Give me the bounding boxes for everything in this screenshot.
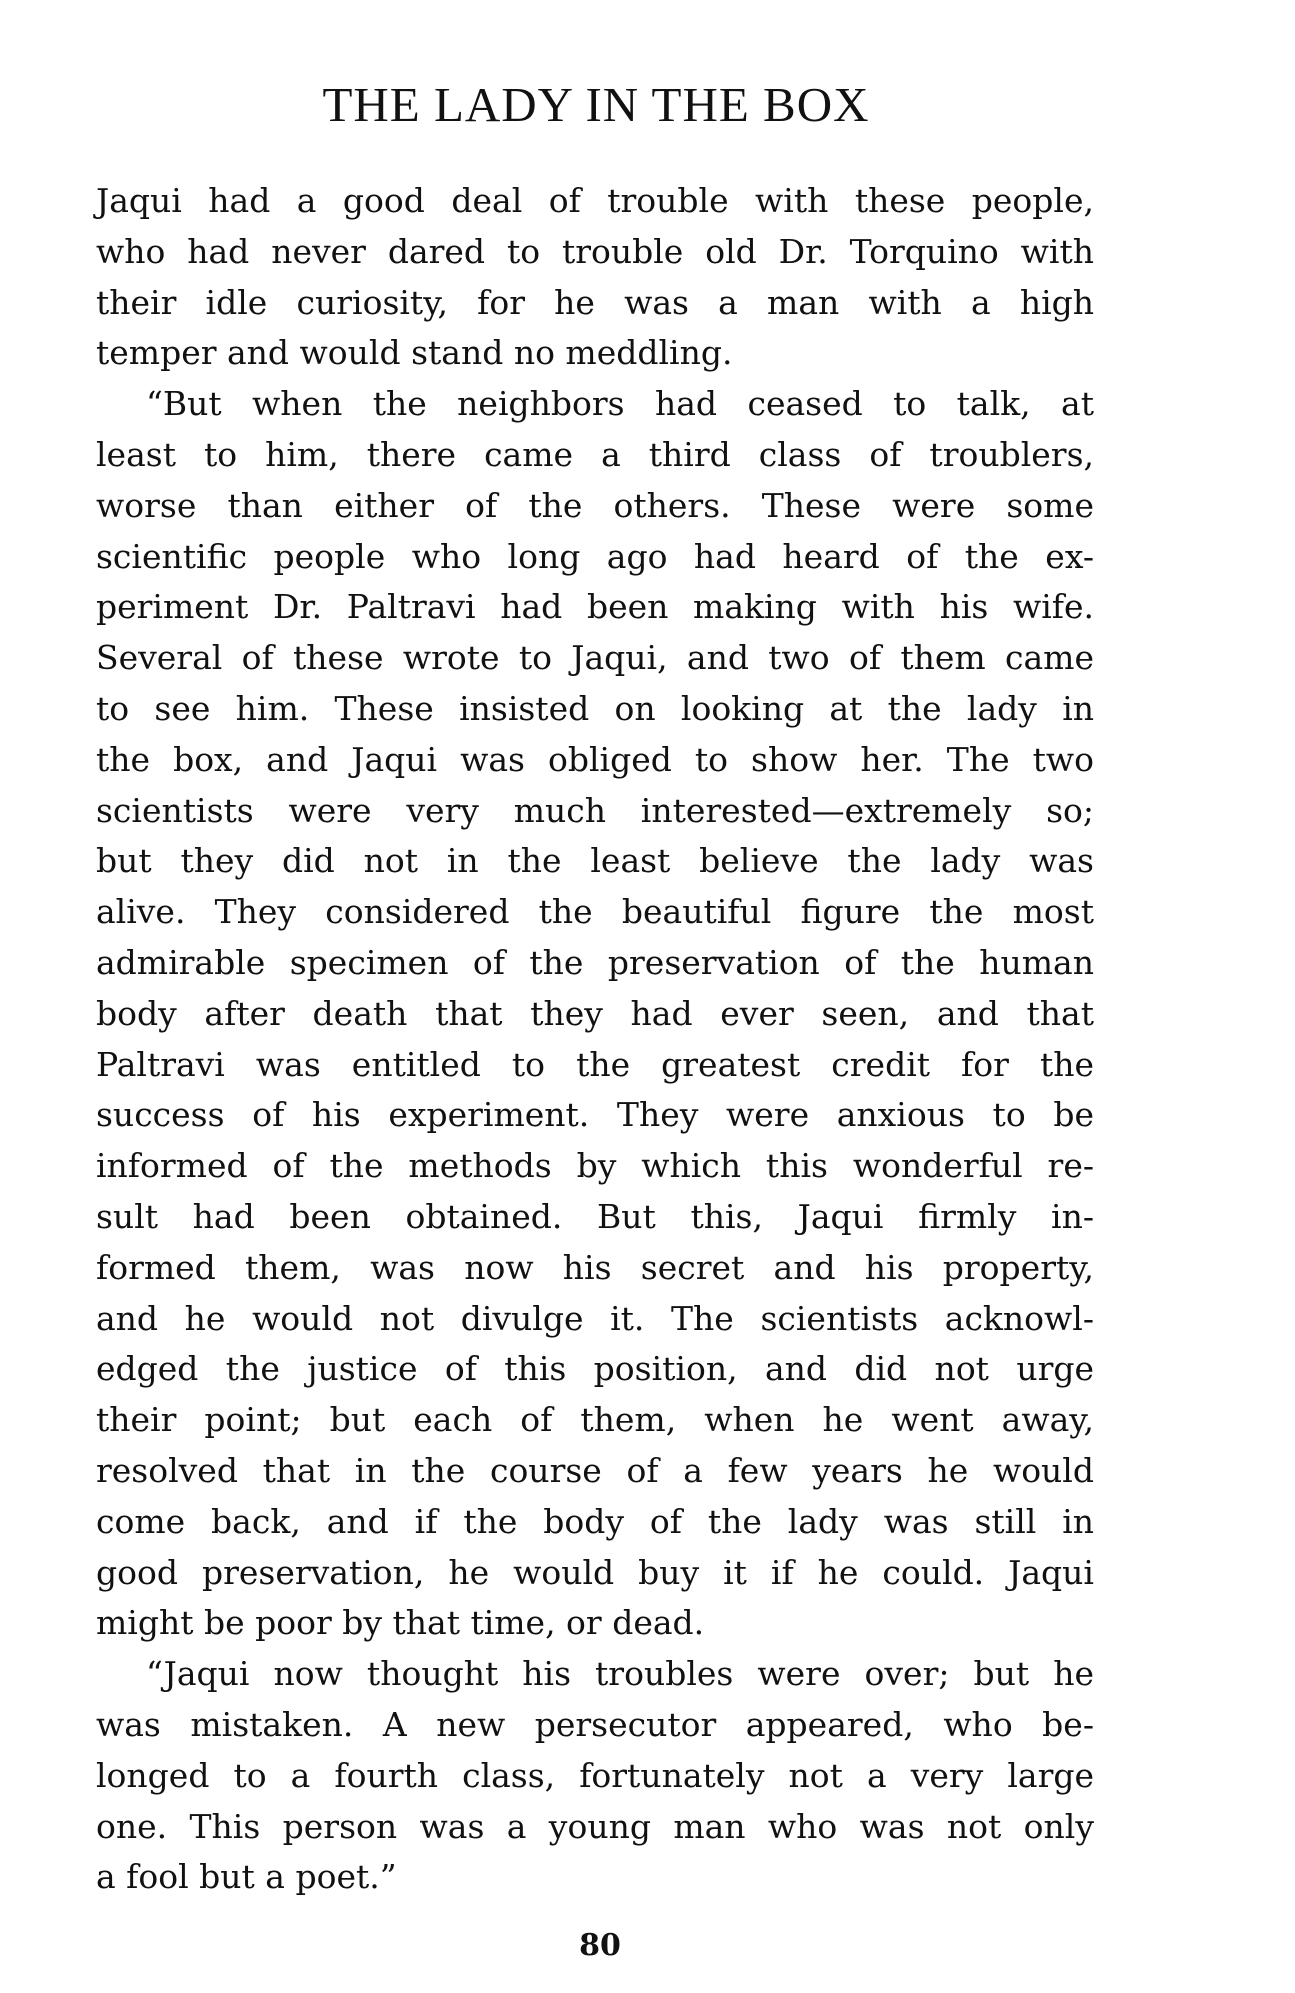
text-line: their point; but each of them, when he went away, xyxy=(96,1400,1094,1440)
text-line: was mistaken. A new persecutor appeared, who be- xyxy=(96,1704,1094,1744)
text-line: longed to a fourth class, fortunately not a very large xyxy=(96,1755,1094,1795)
text-line: Several of these wrote to Jaqui, and two of them came xyxy=(96,638,1094,678)
text-line: temper and would stand no meddling. xyxy=(96,333,733,373)
text-line: come back, and if the body of the lady was still in xyxy=(96,1501,1094,1541)
text-line: Jaqui had a good deal of trouble with these people, xyxy=(96,181,1094,220)
text-line: edged the justice of this position, and did not urge xyxy=(96,1349,1094,1389)
text-line: Paltravi was entitled to the greatest credit for the xyxy=(96,1044,1094,1084)
text-line: a fool but a poet.” xyxy=(96,1857,397,1897)
text-line: alive. They considered the beautiful figure the most xyxy=(96,892,1094,932)
paragraph xyxy=(96,1649,1094,1903)
text-line: and he would not divulge it. The scientists acknowl- xyxy=(96,1298,1094,1338)
text-line: worse than either of the others. These were some xyxy=(96,485,1094,525)
page-number: 80 xyxy=(579,1928,621,1963)
text-line: scientific people who long ago had heard of the ex- xyxy=(96,536,1094,576)
text-line: admirable specimen of the preservation of the human xyxy=(96,942,1094,982)
text-line: body after death that they had ever seen, and that xyxy=(96,993,1094,1033)
paragraph xyxy=(96,379,1094,1649)
text-line: resolved that in the course of a few years he would xyxy=(96,1450,1094,1490)
text-line: but they did not in the least believe the lady was xyxy=(96,841,1094,881)
text-line: “But when the neighbors had ceased to talk, at xyxy=(146,384,1094,424)
text-line: the box, and Jaqui was obliged to show her. The two xyxy=(96,739,1094,779)
text-line: “Jaqui now thought his troubles were over; but he xyxy=(146,1654,1094,1694)
text-line: success of his experiment. They were anxious to be xyxy=(96,1095,1094,1135)
text-line: least to him, there came a third class of troublers, xyxy=(96,434,1094,474)
text-line: good preservation, he would buy it if he could. Jaqui xyxy=(96,1552,1094,1592)
text-line: informed of the methods by which this wonderful re- xyxy=(96,1146,1094,1186)
text-line: their idle curiosity, for he was a man with a high xyxy=(96,282,1094,322)
running-head: THE LADY IN THE BOX xyxy=(322,77,870,132)
text-line: to see him. These insisted on looking at the lady in xyxy=(96,688,1094,728)
text-line: one. This person was a young man who was not only xyxy=(96,1806,1094,1846)
text-line: periment Dr. Paltravi had been making with his wife. xyxy=(96,587,1094,627)
text-line: scientists were very much interested—extremely so; xyxy=(96,790,1094,830)
body-text xyxy=(96,176,1094,1903)
text-line: might be poor by that time, or dead. xyxy=(96,1603,705,1643)
text-line: sult had been obtained. But this, Jaqui firmly in- xyxy=(96,1196,1094,1236)
paragraph xyxy=(96,176,1094,379)
text-line: formed them, was now his secret and his property, xyxy=(96,1247,1094,1287)
text-line: who had never dared to trouble old Dr. Torquino with xyxy=(96,231,1094,271)
